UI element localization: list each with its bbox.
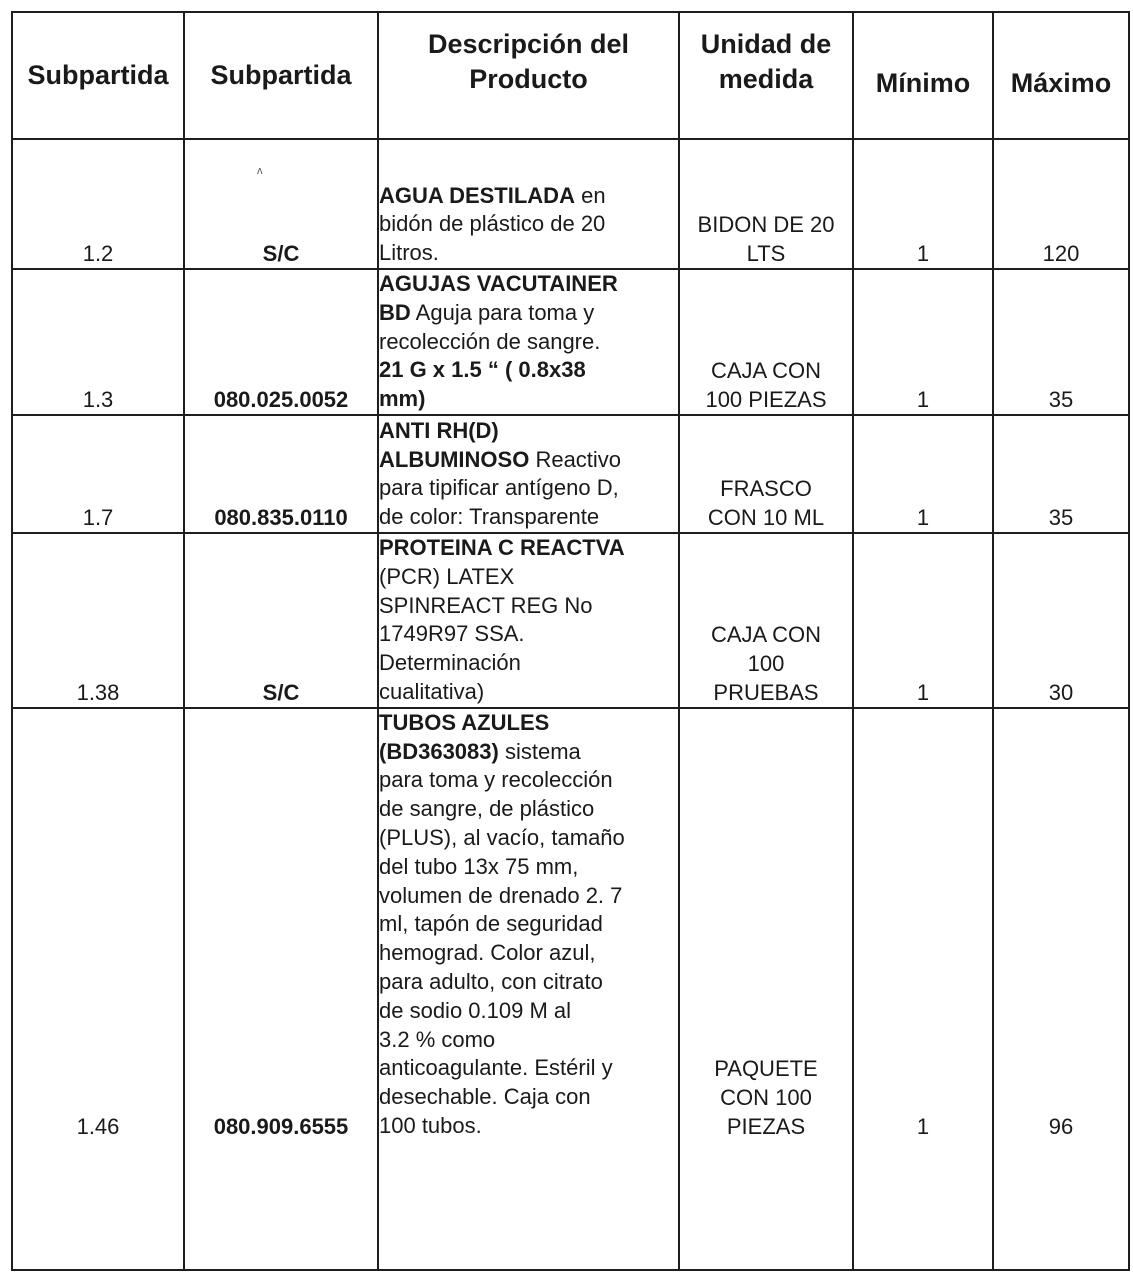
descripcion-text: 3.2 % como	[379, 1026, 496, 1052]
codigo-cell: S/C	[184, 139, 378, 269]
codigo-cell: 080.025.0052	[184, 269, 378, 415]
unidad-line: LTS	[746, 241, 786, 266]
descripcion-text: 1749R97 SSA.	[379, 621, 525, 647]
unidad-line: CON 100	[720, 1084, 812, 1110]
descripcion-line	[379, 299, 678, 328]
header-maximo-label: Máximo	[1010, 68, 1112, 98]
descripcion-bold-text: mm)	[379, 386, 426, 412]
descripcion-line	[379, 997, 678, 1026]
descripcion-line	[379, 534, 678, 563]
scan-speck: ʌ	[257, 165, 263, 177]
unidad-line: 100	[747, 650, 785, 676]
descripcion-line	[379, 182, 678, 211]
codigo-cell: 080.909.6555	[184, 708, 378, 1270]
unidad-cell	[679, 533, 853, 708]
subpartida-cell: 1.3	[12, 269, 184, 415]
descripcion-line	[379, 417, 678, 446]
table-row	[12, 139, 1129, 269]
minimo-cell: 1	[853, 533, 993, 708]
header-subpartida-2	[184, 12, 378, 139]
header-descripcion-line1: Descripción del	[427, 28, 630, 59]
descripcion-text: ml, tapón de seguridad	[379, 911, 603, 937]
table-row	[12, 533, 1129, 708]
table-row	[12, 415, 1129, 533]
unidad-cell	[679, 708, 853, 1270]
header-minimo-label: Mínimo	[875, 68, 971, 98]
descripcion-text: 100 tubos.	[379, 1112, 482, 1138]
descripcion-cell	[378, 415, 679, 533]
descripcion-line	[379, 882, 678, 911]
header-descripcion-line2: Producto	[469, 63, 588, 94]
header-unidad	[679, 12, 853, 139]
minimo-cell: 1	[853, 139, 993, 269]
header-minimo	[853, 12, 993, 139]
descripcion-text: (PCR) LATEX	[379, 563, 515, 589]
descripcion-line	[379, 210, 678, 239]
descripcion-text: hemograd. Color azul,	[379, 940, 596, 966]
descripcion-line	[379, 649, 678, 678]
descripcion-line	[379, 1083, 678, 1112]
descripcion-line	[379, 738, 678, 767]
descripcion-bold-text: (BD363083)	[379, 738, 499, 764]
descripcion-text: para adulto, con citrato	[379, 968, 603, 994]
descripcion-text: Determinación	[379, 650, 521, 676]
descripcion-line	[379, 270, 678, 299]
descripcion-bold-text: 21 G x 1.5 “ ( 0.8x38	[379, 357, 586, 383]
descripcion-cell	[378, 708, 679, 1270]
unidad-line: PRUEBAS	[713, 679, 819, 705]
descripcion-text: Aguja para toma y	[410, 299, 595, 325]
header-descripcion	[378, 12, 679, 139]
descripcion-text: sistema	[498, 738, 581, 764]
subpartida-cell: 1.2	[12, 139, 184, 269]
header-subpartida	[12, 12, 184, 139]
unidad-cell	[679, 415, 853, 533]
descripcion-bold-text: PROTEINA C REACTVA	[379, 534, 625, 560]
descripcion-bold-text: AGUJAS VACUTAINER	[379, 271, 618, 296]
unidad-line: FRASCO	[720, 475, 812, 501]
descripcion-line	[379, 385, 678, 414]
codigo-cell: 080.835.0110	[184, 415, 378, 533]
descripcion-line	[379, 620, 678, 649]
descripcion-text: desechable. Caja con	[379, 1084, 591, 1110]
header-unidad-line2: medida	[718, 63, 814, 94]
unidad-cell	[679, 269, 853, 415]
descripcion-line	[379, 766, 678, 795]
descripcion-line	[379, 503, 678, 532]
descripcion-text: en	[574, 182, 606, 208]
descripcion-line	[379, 328, 678, 357]
descripcion-line	[379, 853, 678, 882]
minimo-cell: 1	[853, 708, 993, 1270]
descripcion-line	[379, 1054, 678, 1083]
descripcion-cell	[378, 269, 679, 415]
table-row	[12, 708, 1129, 1270]
unidad-line: CAJA CON	[710, 621, 822, 647]
descripcion-line	[379, 795, 678, 824]
header-row	[12, 12, 1129, 139]
descripcion-bold-text: AGUA DESTILADA	[379, 182, 575, 208]
descripcion-line	[379, 939, 678, 968]
descripcion-text: de sodio 0.109 M al	[379, 997, 572, 1023]
descripcion-text: anticoagulante. Estéril y	[379, 1055, 613, 1081]
descripcion-text: de color: Transparente	[379, 504, 600, 530]
descripcion-line	[379, 824, 678, 853]
descripcion-line	[379, 1112, 678, 1141]
descripcion-text: (PLUS), al vacío, tamaño	[379, 824, 625, 850]
descripcion-line	[379, 356, 678, 385]
unidad-line: CAJA CON	[710, 357, 822, 383]
descripcion-bold-text: BD	[379, 299, 411, 325]
table-row	[12, 269, 1129, 415]
descripcion-text: para toma y recolección	[379, 767, 613, 793]
descripcion-text: de sangre, de plástico	[379, 796, 595, 822]
descripcion-text: para tipificar antígeno D,	[379, 475, 619, 501]
descripcion-line	[379, 592, 678, 621]
descripcion-text: Litros.	[379, 240, 439, 266]
codigo-cell: S/C	[184, 533, 378, 708]
unidad-cell	[679, 139, 853, 269]
maximo-cell: 35	[993, 415, 1129, 533]
minimo-cell: 1	[853, 269, 993, 415]
descripcion-line	[379, 474, 678, 503]
unidad-line: PIEZAS	[726, 1113, 806, 1139]
descripcion-bold-text: ALBUMINOSO	[379, 446, 530, 472]
descripcion-line	[379, 239, 678, 268]
descripcion-text: bidón de plástico de 20	[379, 211, 606, 237]
unidad-line: 100 PIEZAS	[705, 386, 827, 412]
descripcion-cell	[378, 533, 679, 708]
descripcion-cell	[378, 139, 679, 269]
product-table	[11, 11, 1130, 1271]
descripcion-line	[379, 910, 678, 939]
maximo-cell: 35	[993, 269, 1129, 415]
descripcion-line	[379, 446, 678, 475]
minimo-cell: 1	[853, 415, 993, 533]
descripcion-line	[379, 1026, 678, 1055]
descripcion-bold-text: ANTI RH(D)	[379, 417, 499, 443]
unidad-line: PAQUETE	[714, 1055, 818, 1081]
descripcion-line	[379, 709, 678, 738]
descripcion-bold-text: TUBOS AZULES	[379, 709, 550, 735]
descripcion-text: del tubo 13x 75 mm,	[379, 853, 579, 879]
subpartida-cell: 1.46	[12, 708, 184, 1270]
descripcion-text: volumen de drenado 2. 7	[379, 882, 623, 908]
header-subpartida-2-label: Subpartida	[210, 60, 352, 90]
maximo-cell: 120	[993, 139, 1129, 269]
header-subpartida-label: Subpartida	[27, 60, 169, 90]
descripcion-line	[379, 968, 678, 997]
maximo-cell: 96	[993, 708, 1129, 1270]
descripcion-line	[379, 563, 678, 592]
unidad-line: BIDON DE 20	[697, 212, 835, 237]
header-unidad-line1: Unidad de	[700, 28, 832, 59]
unidad-line: CON 10 ML	[707, 504, 825, 530]
descripcion-text: Reactivo	[529, 446, 622, 472]
descripcion-text: SPINREACT REG No	[379, 592, 593, 618]
table-body	[12, 139, 1129, 1270]
subpartida-cell: 1.38	[12, 533, 184, 708]
descripcion-text: recolección de sangre.	[379, 328, 601, 354]
subpartida-cell: 1.7	[12, 415, 184, 533]
descripcion-line	[379, 678, 678, 707]
descripcion-text: cualitativa)	[379, 678, 485, 704]
maximo-cell: 30	[993, 533, 1129, 708]
header-maximo	[993, 12, 1129, 139]
